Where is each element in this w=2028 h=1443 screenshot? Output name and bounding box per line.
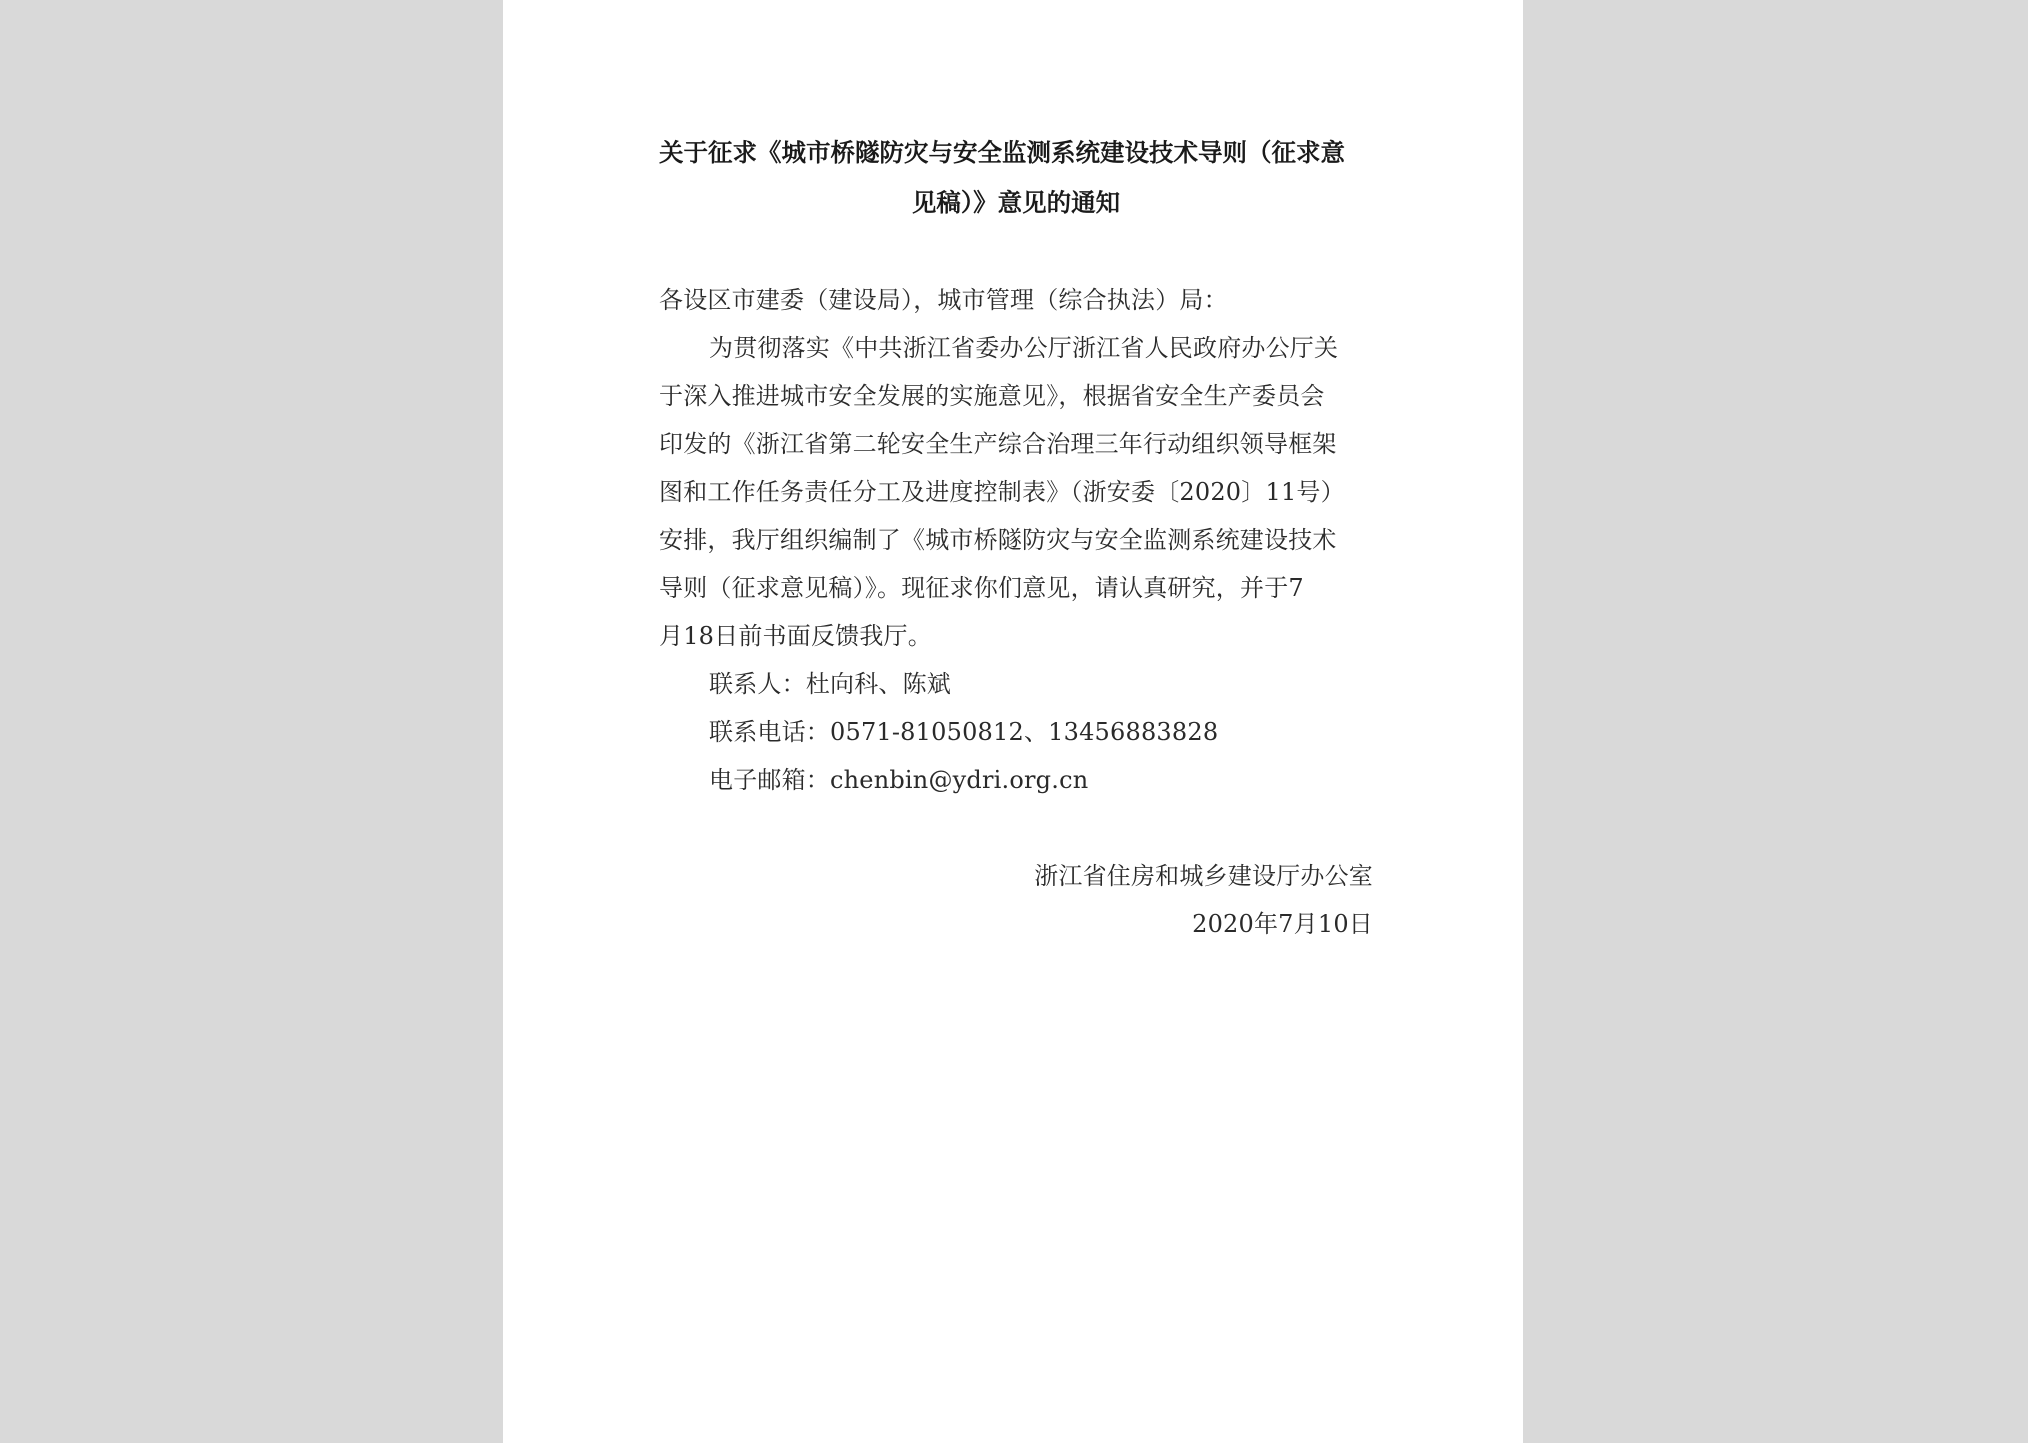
signature-date: 2020年7月10日 xyxy=(1192,910,1373,938)
notice-title-line-1: 关于征求《城市桥隧防灾与安全监测系统建设技术导则（征求意 xyxy=(659,138,1345,167)
contact-person: 联系人：杜向科、陈斌 xyxy=(709,670,951,698)
signature-organization: 浙江省住房和城乡建设厅办公室 xyxy=(1034,862,1373,890)
body-line: 安排，我厅组织编制了《城市桥隧防灾与安全监测系统建设技术 xyxy=(659,526,1337,554)
body-line: 月18日前书面反馈我厅。 xyxy=(659,622,932,650)
body-line: 为贯彻落实《中共浙江省委办公厅浙江省人民政府办公厅关 xyxy=(709,334,1339,362)
document-page xyxy=(503,0,1523,1443)
notice-title-line-2: 见稿）》意见的通知 xyxy=(911,188,1121,217)
body-line: 导则（征求意见稿）》。现征求你们意见，请认真研究，并于7 xyxy=(659,574,1304,602)
body-line: 于深入推进城市安全发展的实施意见》，根据省安全生产委员会 xyxy=(659,382,1325,410)
contact-phone: 联系电话：0571-81050812、13456883828 xyxy=(709,718,1219,746)
contact-email: 电子邮箱：chenbin@ydri.org.cn xyxy=(709,766,1089,794)
body-line: 图和工作任务责任分工及进度控制表》（浙安委〔2020〕11号） xyxy=(659,478,1345,506)
body-line: 印发的《浙江省第二轮安全生产综合治理三年行动组织领导框架 xyxy=(659,430,1337,458)
salutation: 各设区市建委（建设局），城市管理（综合执法）局： xyxy=(659,286,1228,314)
